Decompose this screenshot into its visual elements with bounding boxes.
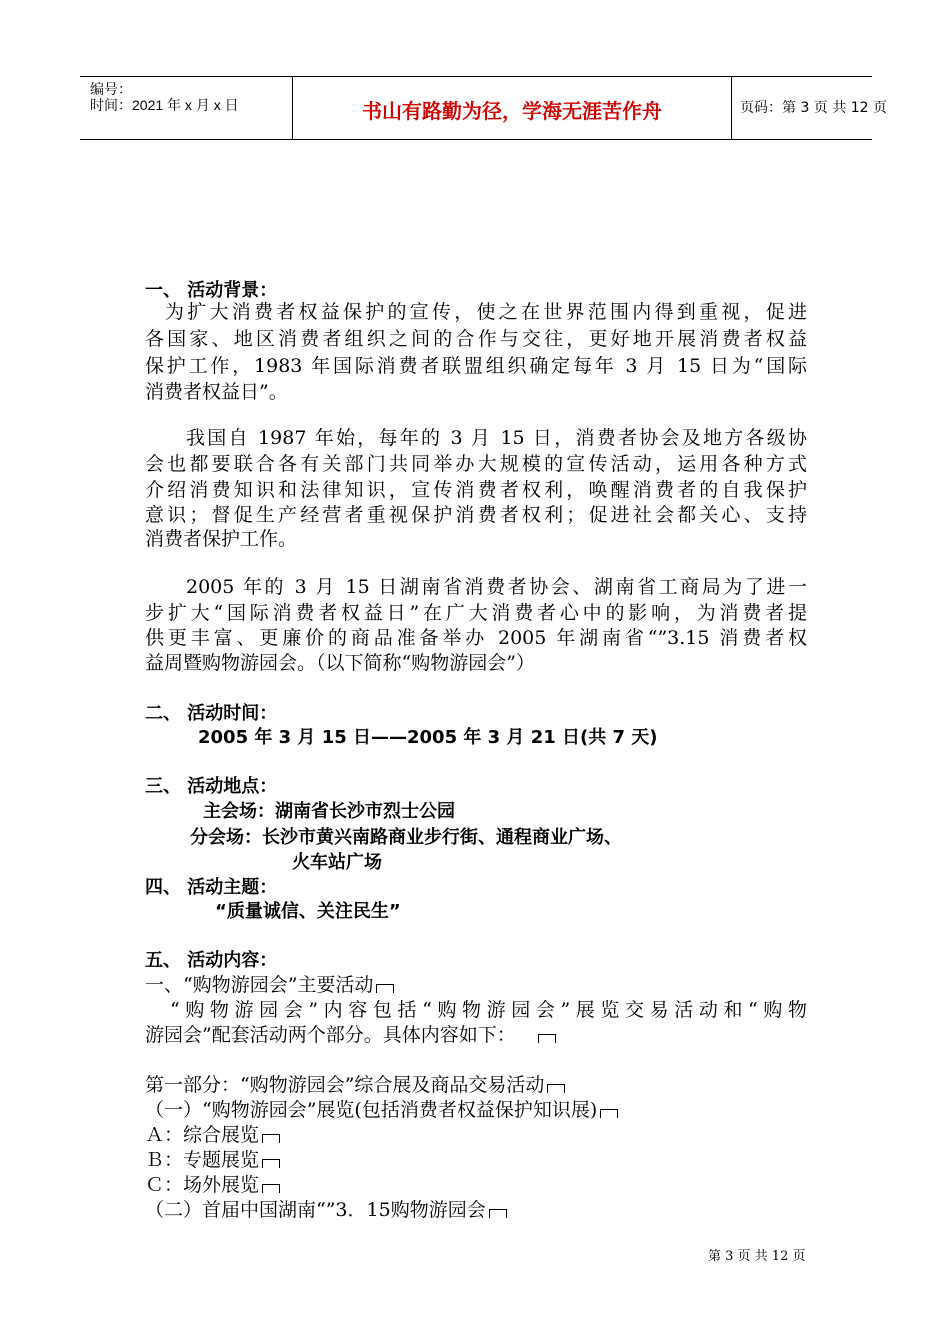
paragraph-line: 消费者保护工作。 <box>145 528 298 550</box>
motto: 书山有路勤为径，学海无涯苦作舟 <box>362 99 662 123</box>
section-heading-time: 二、 活动时间： <box>145 703 278 724</box>
paragraph-line: 介绍消费知识和法律知识，宣传消费者权利，唤醒消费者的自我保护 <box>145 479 807 501</box>
paragraph-line: 消费者权益日”。 <box>145 381 288 403</box>
section-heading-content: 五、 活动内容： <box>145 950 278 971</box>
paragraph-mark-icon <box>262 1184 280 1193</box>
page-header <box>80 76 887 140</box>
activity-theme: “质量诚信、关注民生” <box>215 901 401 922</box>
content-line <box>145 1120 280 1147</box>
paragraph-mark-icon <box>376 984 394 993</box>
content-text: 第一部分：“购物游园会”综合展及商品交易活动 <box>145 1074 545 1096</box>
content-line <box>145 1020 556 1047</box>
paragraph-line: 会也都要联合各有关部门共同举办大规模的宣传活动，运用各种方式 <box>145 453 807 475</box>
paragraph-mark-icon <box>262 1159 280 1168</box>
section-heading-location: 三、 活动地点： <box>145 776 278 797</box>
content-line <box>145 1070 565 1097</box>
content-text: 游园会”配套活动两个部分。具体内容如下： <box>145 1024 516 1046</box>
paragraph-line: 2005 年的 3 月 15 日湖南省消费者协会、湖南省工商局为了进一 <box>186 576 807 598</box>
header-page-info: 页码：第 3 页 共 12 页 <box>740 100 887 116</box>
number-label: 编号： <box>90 81 132 97</box>
section-heading-theme: 四、 活动主题： <box>145 877 278 898</box>
paragraph-line: 各国家、地区消费者组织之间的合作与交往，更好地开展消费者权益 <box>145 328 807 350</box>
paragraph-line: 意识；督促生产经营者重视保护消费者权利；促进社会都关心、支持 <box>145 504 807 526</box>
content-line: “购物游园会”内容包括“购物游园会”展览交易活动和“购物 <box>170 999 807 1021</box>
section-heading-background: 一、 活动背景： <box>145 280 278 301</box>
branch-venues-cont: 火车站广场 <box>292 852 382 873</box>
content-text: （一）“购物游园会”展览(包括消费者权益保护知识展) <box>145 1099 598 1121</box>
paragraph-line: 为扩大消费者权益保护的宣传，使之在世界范围内得到重视，促进 <box>165 301 807 323</box>
paragraph-line: 益周暨购物游园会。（以下简称“购物游园会”） <box>145 652 535 674</box>
activity-dates: 2005 年 3 月 15 日——2005 年 3 月 21 日(共 7 天) <box>198 727 658 748</box>
paragraph-line: 供更丰富、更廉价的商品准备举办 2005 年湖南省“”3.15 消费者权 <box>145 627 807 649</box>
paragraph-mark-icon <box>489 1209 507 1218</box>
main-venue: 主会场：湖南省长沙市烈士公园 <box>203 801 455 822</box>
paragraph-line: 步扩大“国际消费者权益日”在广大消费者心中的影响，为消费者提 <box>145 602 807 624</box>
content-line <box>145 970 394 997</box>
content-line <box>145 1170 280 1197</box>
time-label: 时间：2021 年 x 月 x 日 <box>90 97 239 113</box>
branch-venues: 分会场：长沙市黄兴南路商业步行街、通程商业广场、 <box>190 827 622 848</box>
content-text: （二）首届中国湖南“”3．15购物游园会 <box>145 1199 486 1221</box>
header-meta <box>80 77 292 139</box>
content-text: Ｂ：专题展览 <box>145 1149 260 1171</box>
paragraph-mark-icon <box>600 1109 618 1118</box>
paragraph-line: 保护工作，1983 年国际消费者联盟组织确定每年 3 月 15 日为“国际 <box>145 355 807 377</box>
paragraph-mark-icon <box>262 1134 280 1143</box>
content-line <box>145 1195 507 1222</box>
paragraph-mark-icon <box>538 1034 556 1043</box>
content-line <box>145 1145 280 1172</box>
paragraph-line: 我国自 1987 年始，每年的 3 月 15 日，消费者协会及地方各级协 <box>186 427 807 449</box>
paragraph-mark-icon <box>547 1084 565 1093</box>
page-footer: 第 3 页 共 12 页 <box>708 1249 806 1264</box>
content-line <box>145 1095 618 1122</box>
header-motto-cell <box>292 77 732 139</box>
content-text: Ｃ：场外展览 <box>145 1174 260 1196</box>
content-text: Ａ：综合展览 <box>145 1124 260 1146</box>
content-text: 一、“购物游园会”主要活动 <box>145 974 374 996</box>
